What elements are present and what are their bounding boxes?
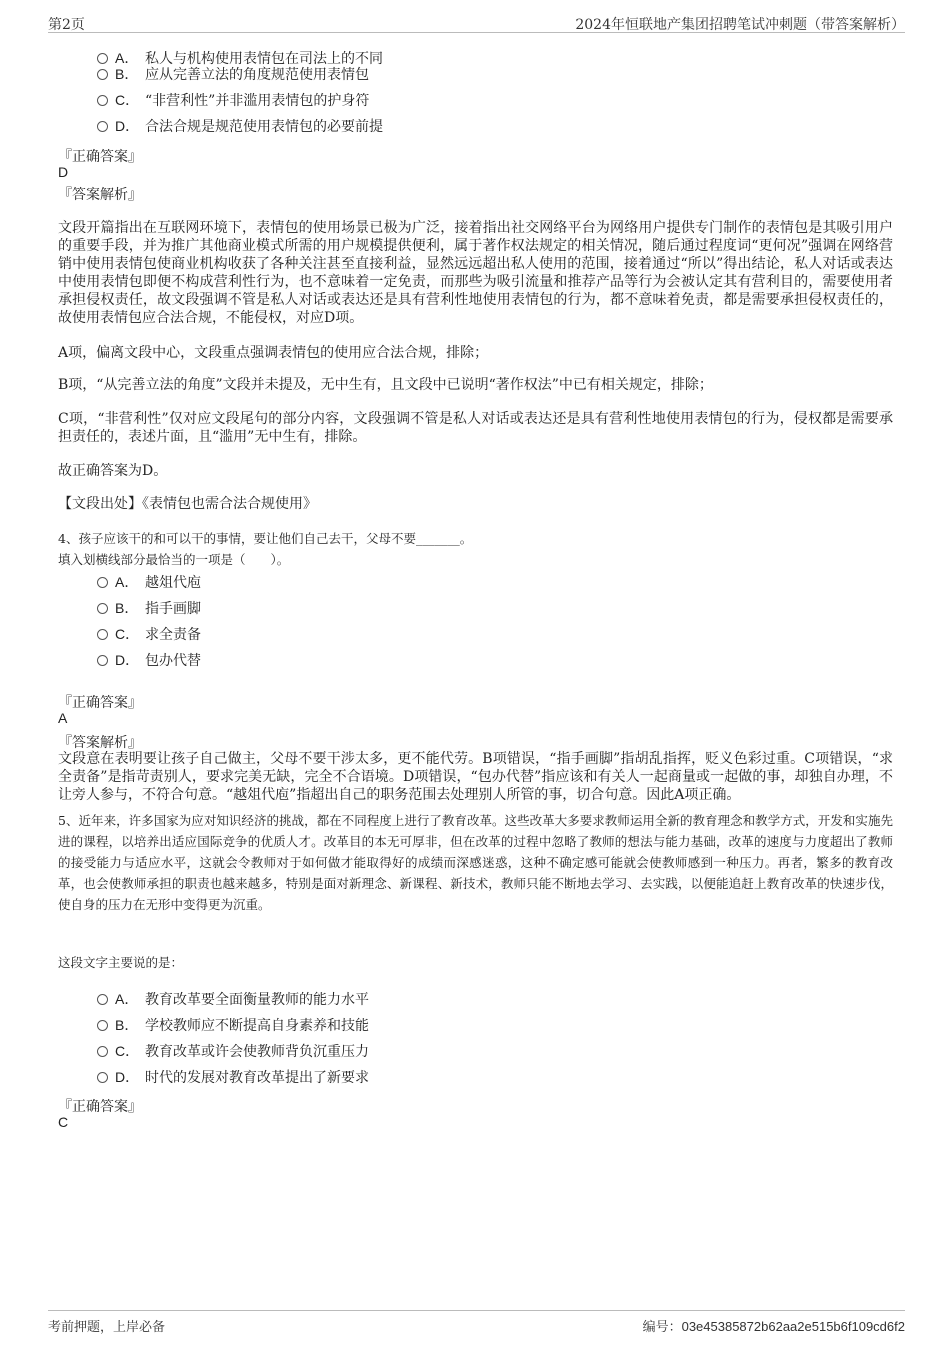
radio-icon[interactable] (97, 1020, 108, 1031)
q5-answer: C (58, 1114, 69, 1130)
page-header (48, 10, 905, 33)
document-code: 编号：03e45385872b62aa2e515b6f109cd6f2 (642, 1319, 905, 1335)
document-title: 2024年恒联地产集团招聘笔试冲刺题（带答案解析） (575, 17, 905, 33)
q3-answer-label: 『正确答案』 (58, 149, 142, 165)
q3-option-c[interactable]: C． “非营利性”并非滥用表情包的护身符 (97, 90, 369, 110)
radio-icon[interactable] (97, 53, 108, 64)
q4-option-c[interactable]: C． 求全责备 (97, 624, 201, 644)
q5-option-c[interactable]: C． 教育改革或许会使教师背负沉重压力 (97, 1041, 369, 1061)
q3-answer: D (58, 164, 69, 180)
radio-icon[interactable] (97, 121, 108, 132)
q4-answer: A (58, 710, 68, 726)
radio-icon[interactable] (97, 603, 108, 614)
q3-analysis-p4: C项，“非营利性”仅对应文段尾句的部分内容，文段强调不管是私人对话或表达还是具有营利性地使用表情包的行为，侵权都是需要承担责任的，表述片面，且“滥用”无中生有，排除。 (58, 411, 893, 445)
radio-icon[interactable] (97, 1046, 108, 1057)
q5-answer-label: 『正确答案』 (58, 1099, 142, 1115)
q4-analysis-label: 『答案解析』 (58, 735, 142, 751)
q4-option-b[interactable]: B． 指手画脚 (97, 598, 201, 618)
q4-answer-label: 『正确答案』 (58, 695, 142, 711)
q5-question: 这段文字主要说的是： (58, 955, 184, 970)
q5-option-d[interactable]: D． 时代的发展对教育改革提出了新要求 (97, 1067, 369, 1087)
radio-icon[interactable] (97, 629, 108, 640)
q4-option-d[interactable]: D． 包办代替 (97, 650, 201, 670)
q3-analysis-p1: 文段开篇指出在互联网环境下，表情包的使用场景已极为广泛，接着指出社交网络平台为网络用户提供专门制作的表情包是其吸引用户的重要手段，并为推广其他商业模式所需的用户规模提供便利，属于著作权法规定的相关情况，随后通过程度词“更何况”强调在网络营销中使用表情包使商业机构收获了各种关注甚至直接利益，显然远远超出私人使用的范围，接着通过“所以”得出结论，私人对话或表达中使用表情包即便不构成营利性行为，也不意味着一定免责，而那些为吸引流量和推荐产品等行为会被认定其有营利目的，需要使用者承担侵权责任，故文段强调不管是私人对话或表达还是具有营利性地使用表情包的行为，都不意味着免责，都是需要承担侵权责任的，故使用表情包应合法合规，不能侵权，对应D项。 (58, 220, 893, 326)
q4-instruction: 填入划横线部分最恰当的一项是（ ）。 (58, 552, 290, 567)
q3-analysis-label: 『答案解析』 (58, 187, 142, 203)
page-number: 第2页 (48, 17, 85, 33)
radio-icon[interactable] (97, 69, 108, 80)
radio-icon[interactable] (97, 994, 108, 1005)
q3-analysis-p2: A项，偏离文段中心，文段重点强调表情包的使用应合法合规，排除； (58, 345, 489, 361)
page-footer (48, 1310, 905, 1335)
q4-option-a[interactable]: A． 越俎代庖 (97, 572, 201, 592)
radio-icon[interactable] (97, 655, 108, 666)
q3-option-d[interactable]: D． 合法合规是规范使用表情包的必要前提 (97, 116, 383, 136)
q5-option-a[interactable]: A． 教育改革要全面衡量教师的能力水平 (97, 989, 369, 1009)
q3-option-a[interactable]: A． 私人与机构使用表情包在司法上的不同 (97, 48, 383, 68)
radio-icon[interactable] (97, 577, 108, 588)
q5-stem: 5、近年来，许多国家为应对知识经济的挑战，都在不同程度上进行了教育改革。这些改革大多要求教师运用全新的教育理念和教学方式，开发和实施先进的课程，以培养出适应国际竞争的优质人才。改革目的本无可厚非，但在改革的过程中忽略了教师的想法与能力基础，改革的速度与力度超出了教师的接受能力与适应水平，这就会令教师对于如何做才能取得好的成绩而深感迷惑，这种不确定感可能就会使教师感到一种压力。再者，繁多的教育改革，也会使教师承担的职责也越来越多，特别是面对新理念、新课程、新技术，教师只能不断地去学习、去实践，以便能追赶上教育改革的快速步伐，使自身的压力在无形中变得更为沉重。 (58, 813, 893, 912)
footer-slogan: 考前押题，上岸必备 (48, 1320, 166, 1335)
q5-option-b[interactable]: B． 学校教师应不断提高自身素养和技能 (97, 1015, 369, 1035)
radio-icon[interactable] (97, 95, 108, 106)
q3-option-b[interactable]: B． 应从完善立法的角度规范使用表情包 (97, 64, 369, 84)
q4-stem: 4、孩子应该干的和可以干的事情，要让他们自己去干，父母不要_______。 (58, 531, 473, 546)
q3-analysis-p5: 故正确答案为D。 (58, 463, 168, 479)
q4-analysis: 文段意在表明要让孩子自己做主，父母不要干涉太多，更不能代劳。B项错误，“指手画脚”指胡乱指挥，贬义色彩过重。C项错误，“求全责备”是指苛责别人，要求完美无缺，完全不合语境。D项错误，“包办代替”指应该和有关人一起商量或一起做的事，却独自办理，不让旁人参与，不符合句意。“越俎代庖”指超出自己的职务范围去处理别人所管的事，切合句意。因此A项正确。 (58, 751, 893, 803)
q3-source: 【文段出处】《表情包也需合法合规使用》 (58, 496, 317, 512)
q3-analysis-p3: B项，“从完善立法的角度”文段并未提及，无中生有，且文段中已说明“著作权法”中已有相关规定，排除； (58, 377, 713, 393)
radio-icon[interactable] (97, 1072, 108, 1083)
